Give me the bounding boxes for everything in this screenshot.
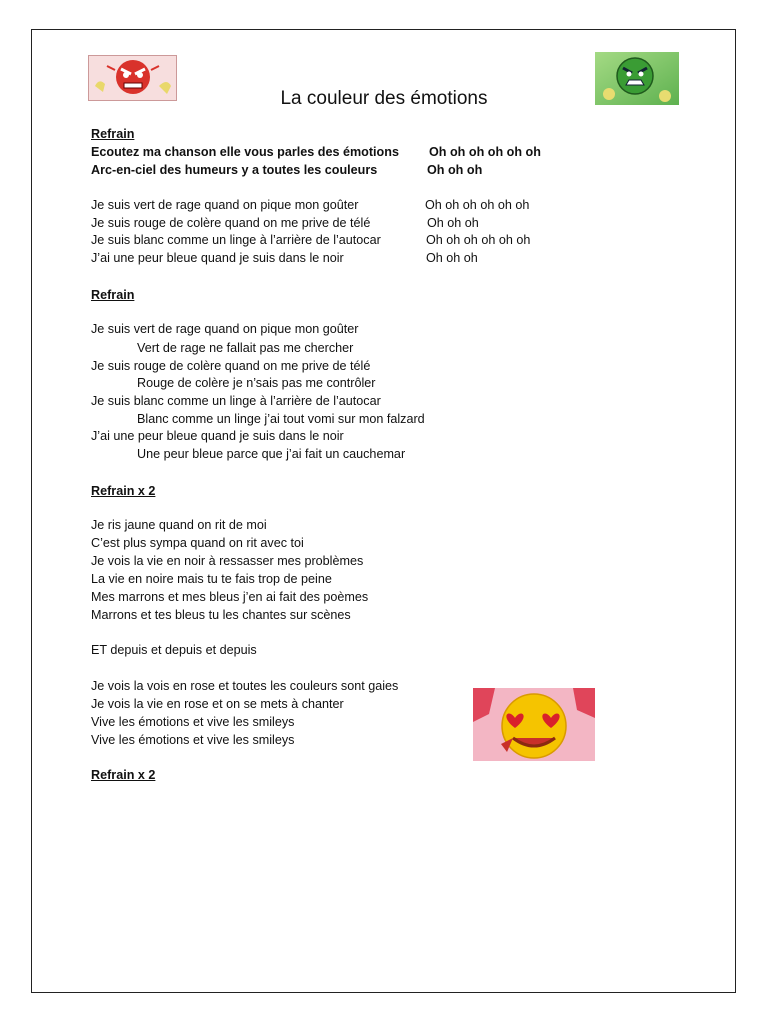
lyric-line: Arc-en-ciel des humeurs y a toutes les couleurs bbox=[91, 163, 378, 177]
lyric-oh: Oh oh oh bbox=[426, 251, 478, 265]
lyric-oh: Oh oh oh oh oh oh bbox=[426, 233, 531, 247]
lyric-oh: Oh oh oh bbox=[427, 163, 483, 177]
heart-eyes-smiley-icon bbox=[473, 688, 595, 761]
refrain-heading: Refrain x 2 bbox=[91, 484, 156, 498]
lyric-line: Vert de rage ne fallait pas me chercher bbox=[137, 341, 354, 355]
lyric-line: Vive les émotions et vive les smileys bbox=[91, 715, 295, 729]
lyric-line: Blanc comme un linge j’ai tout vomi sur mon falzard bbox=[137, 412, 425, 426]
lyric-line: Je vois la vie en noir à ressasser mes problèmes bbox=[91, 554, 364, 568]
lyric-line: Je suis rouge de colère quand on me prive de télé bbox=[91, 359, 371, 373]
lyric-line: Une peur bleue parce que j’ai fait un cauchemar bbox=[137, 447, 406, 461]
lyric-line: J’ai une peur bleue quand je suis dans le noir bbox=[91, 429, 344, 443]
lyric-line: Rouge de colère je n’sais pas me contrôler bbox=[137, 376, 376, 390]
lyric-oh: Oh oh oh oh oh oh bbox=[425, 198, 530, 212]
lyric-line: Je ris jaune quand on rit de moi bbox=[91, 518, 267, 532]
lyric-line: Ecoutez ma chanson elle vous parles des émotions bbox=[91, 145, 399, 159]
lyric-line: Je suis vert de rage quand on pique mon goûter bbox=[91, 198, 359, 212]
lyric-line: Marrons et tes bleus tu les chantes sur scènes bbox=[91, 608, 351, 622]
lyric-line: Je vois la vois en rose et toutes les couleurs sont gaies bbox=[91, 679, 399, 693]
lyric-line: Je vois la vie en rose et on se mets à chanter bbox=[91, 697, 344, 711]
lyric-line: Je suis rouge de colère quand on me prive de télé bbox=[91, 216, 371, 230]
lyric-line: Vive les émotions et vive les smileys bbox=[91, 733, 295, 747]
refrain-heading: Refrain bbox=[91, 288, 135, 302]
refrain-heading: Refrain bbox=[91, 127, 135, 141]
lyric-line: C’est plus sympa quand on rit avec toi bbox=[91, 536, 304, 550]
lyric-line: Je suis blanc comme un linge à l’arrière de l’autocar bbox=[91, 394, 381, 408]
lyric-line: ET depuis et depuis et depuis bbox=[91, 643, 257, 657]
lyric-oh: Oh oh oh bbox=[427, 216, 479, 230]
lyric-line: Je suis vert de rage quand on pique mon goûter bbox=[91, 322, 359, 336]
lyric-oh: Oh oh oh oh oh oh bbox=[429, 145, 541, 159]
lyric-line: Mes marrons et mes bleus j’en ai fait des poèmes bbox=[91, 590, 369, 604]
page-title: La couleur des émotions bbox=[280, 88, 488, 109]
refrain-heading: Refrain x 2 bbox=[91, 768, 156, 782]
lyric-line: J’ai une peur bleue quand je suis dans le noir bbox=[91, 251, 344, 265]
lyric-line: Je suis blanc comme un linge à l’arrière de l’autocar bbox=[91, 233, 381, 247]
lyric-line: La vie en noire mais tu te fais trop de peine bbox=[91, 572, 332, 586]
